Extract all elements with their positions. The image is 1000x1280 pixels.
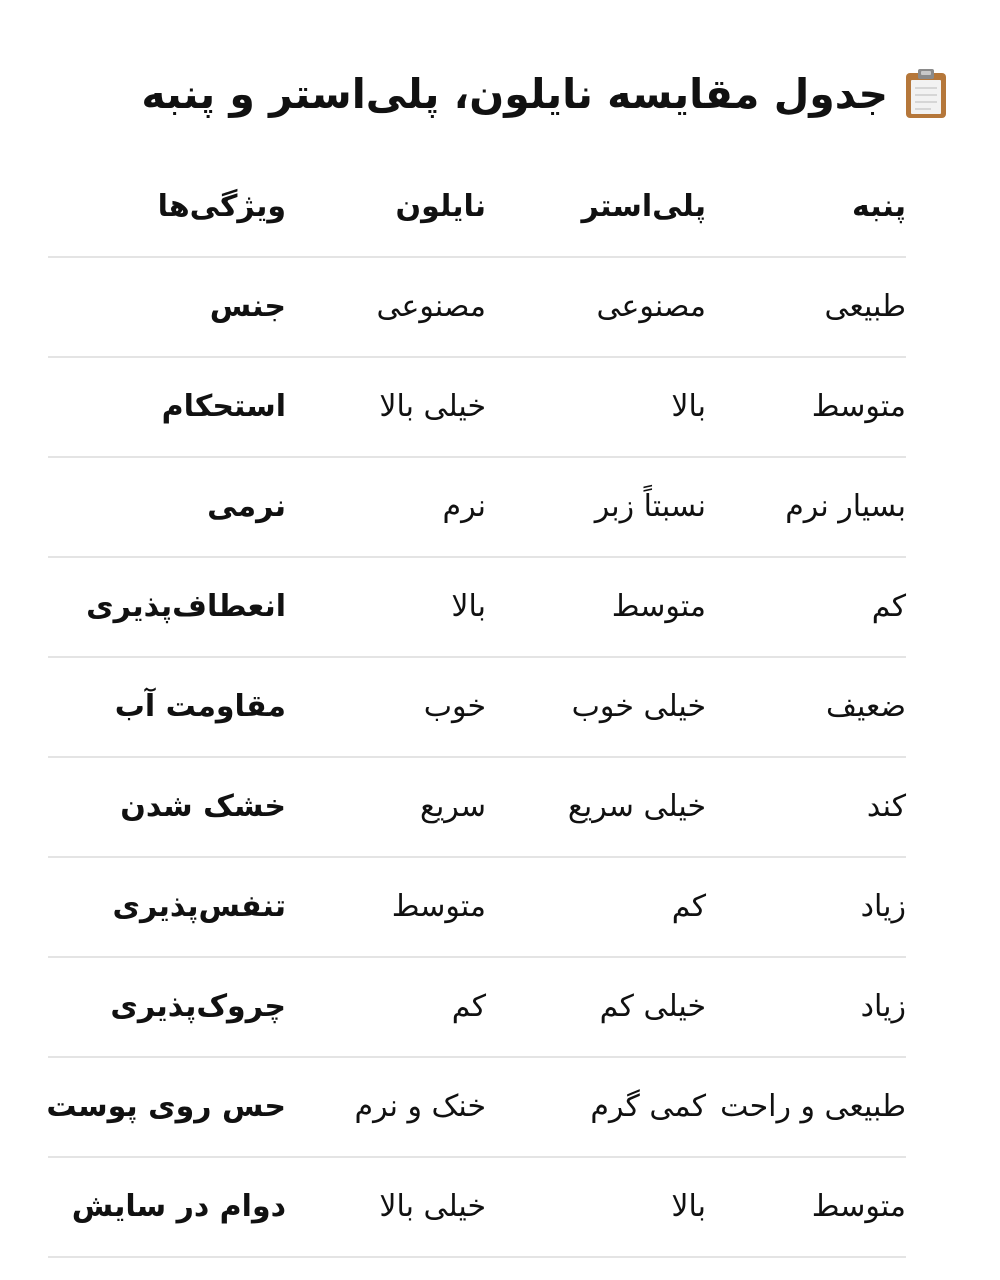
cell-cotton: کند [866,789,906,824]
cell-nylon: خنک و نرم [354,1089,486,1124]
table-row [48,1158,906,1258]
table-row [48,1058,906,1158]
cell-cotton: ضعیف [825,689,906,724]
cell-polyester: خیلی کم [599,989,706,1024]
table-row [48,758,906,858]
table-row [48,258,906,358]
cell-cotton: متوسط [811,389,906,424]
cell-nylon: مصنوعی [376,289,486,324]
cell-nylon: خوب [423,689,486,724]
cell-property: حس روی پوست [46,1089,286,1124]
table-row [48,858,906,958]
cell-property: چروک‌پذیری [110,989,286,1024]
cell-property: استحکام [161,389,286,424]
cell-polyester: بالا [671,389,706,424]
clipboard-icon [904,68,948,120]
cell-polyester: کم [671,889,706,924]
cell-nylon: خیلی بالا [379,1189,486,1224]
cell-cotton: کم [871,589,906,624]
table-row [48,958,906,1058]
cell-cotton: متوسط [811,1189,906,1224]
cell-nylon: خیلی بالا [379,389,486,424]
cell-nylon: کم [451,989,486,1024]
cell-cotton: طبیعی و راحت [720,1089,906,1124]
cell-property: انعطاف‌پذیری [86,589,286,624]
cell-polyester: خیلی سریع [567,789,706,824]
table-row [48,458,906,558]
table-header-row [48,158,906,258]
cell-polyester: کمی گرم [590,1089,706,1124]
cell-polyester: نسبتاً زبر [594,489,706,524]
header-property: ویژگی‌ها [157,189,286,224]
table-row [48,658,906,758]
cell-property: نرمی [207,489,286,524]
cell-cotton: زیاد [860,989,906,1024]
title-row [141,62,948,126]
comparison-table [48,158,906,1258]
header-nylon: نایلون [395,189,486,224]
cell-polyester: متوسط [611,589,706,624]
cell-property: خشک شدن [120,789,286,824]
cell-cotton: زیاد [860,889,906,924]
header-cotton: پنبه [852,189,906,224]
cell-property: مقاومت آب [114,689,286,724]
page-title: جدول مقایسه نایلون، پلی‌استر و پنبه [141,69,888,118]
header-polyester: پلی‌استر [581,189,706,224]
cell-property: جنس [209,289,286,324]
cell-polyester: خیلی خوب [571,689,706,724]
cell-property: دوام در سایش [71,1189,286,1224]
cell-nylon: متوسط [391,889,486,924]
cell-cotton: بسیار نرم [785,489,906,524]
cell-polyester: مصنوعی [596,289,706,324]
cell-nylon: نرم [442,489,486,524]
table-row [48,558,906,658]
cell-nylon: بالا [451,589,486,624]
cell-nylon: سریع [419,789,486,824]
cell-cotton: طبیعی [824,289,906,324]
cell-polyester: بالا [671,1189,706,1224]
table-row [48,358,906,458]
cell-property: تنفس‌پذیری [112,889,286,924]
